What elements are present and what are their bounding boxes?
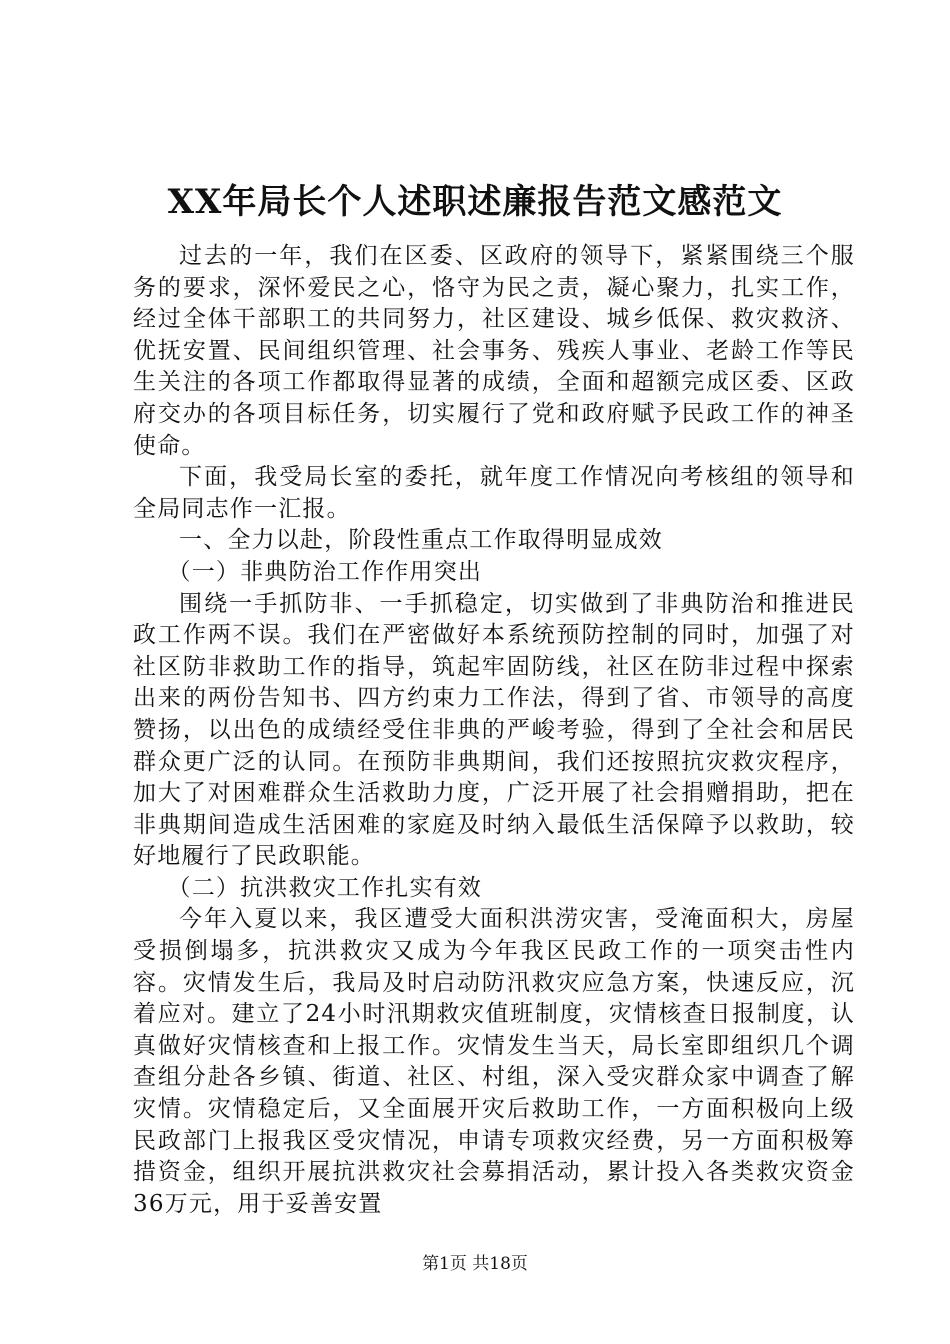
paragraph-sars-prevention: 围绕一手抓防非、一手抓稳定，切实做到了非典防治和推进民政工作两不误。我们在严密做好本系统预防控制的同时，加强了对社区防非救助工作的指导，筑起牢固防线，社区在防非过程中探索出来的两份告知书、四方约束力工作法，得到了省、市领导的高度赞扬，以出色的成绩经受住非典的严峻考验，得到了全社会和居民群众更广泛的认同。在预防非典期间，我们还按照抗灾救灾程序，加大了对困难群众生活救助力度，广泛开展了社会捐赠捐助，把在非典期间造成生活困难的家庭及时纳入最低生活保障予以救助，较好地履行了民政职能。 (133, 590, 855, 870)
page-footer: 第1页 共18页 (422, 1254, 528, 1274)
subsection-heading-1: （一）非典防治工作作用突出 (167, 558, 483, 585)
section-heading-1: 一、全力以赴，阶段性重点工作取得明显成效 (179, 527, 663, 554)
paragraph-report-note: 下面，我受局长室的委托，就年度工作情况向考核组的领导和全局同志作一汇报。 (133, 464, 855, 522)
paragraph-flood-relief: 今年入夏以来，我区遭受大面积洪涝灾害，受淹面积大，房屋受损倒塌多，抗洪救灾又成为今年我区民政工作的一项突击性内容。灾情发生后，我局及时启动防汛救灾应急方案，快速反应，沉着应对。建立了24小时汛期救灾值班制度，灾情核查日报制度，认真做好灾情核查和上报工作。灾情发生当天，局长室即组织几个调查组分赴各乡镇、街道、社区、村组，深入受灾群众家中调查了解灾情。灾情稳定后，又全面展开灾后救助工作，一方面积极向上级民政部门上报我区受灾情况，申请专项救灾经费，另一方面积极筹措资金，组织开展抗洪救灾社会募捐活动，累计投入各类救灾资金36万元，用于妥善安置 (133, 906, 855, 1217)
paragraph-intro: 过去的一年，我们在区委、区政府的领导下，紧紧围绕三个服务的要求，深怀爱民之心，恪守为民之责，凝心聚力，扎实工作，经过全体干部职工的共同努力，社区建设、城乡低保、救灾救济、优抚安置、民间组织管理、社会事务、残疾人事业、老龄工作等民生关注的各项工作都取得显著的成绩，全面和超额完成区委、区政府交办的各项目标任务，切实履行了党和政府赋予民政工作的神圣使命。 (133, 243, 855, 459)
document-body (133, 241, 855, 1220)
page-title: XX年局长个人述职述廉报告范文感范文 (167, 182, 783, 222)
subsection-heading-2: （二）抗洪救灾工作扎实有效 (167, 874, 483, 901)
